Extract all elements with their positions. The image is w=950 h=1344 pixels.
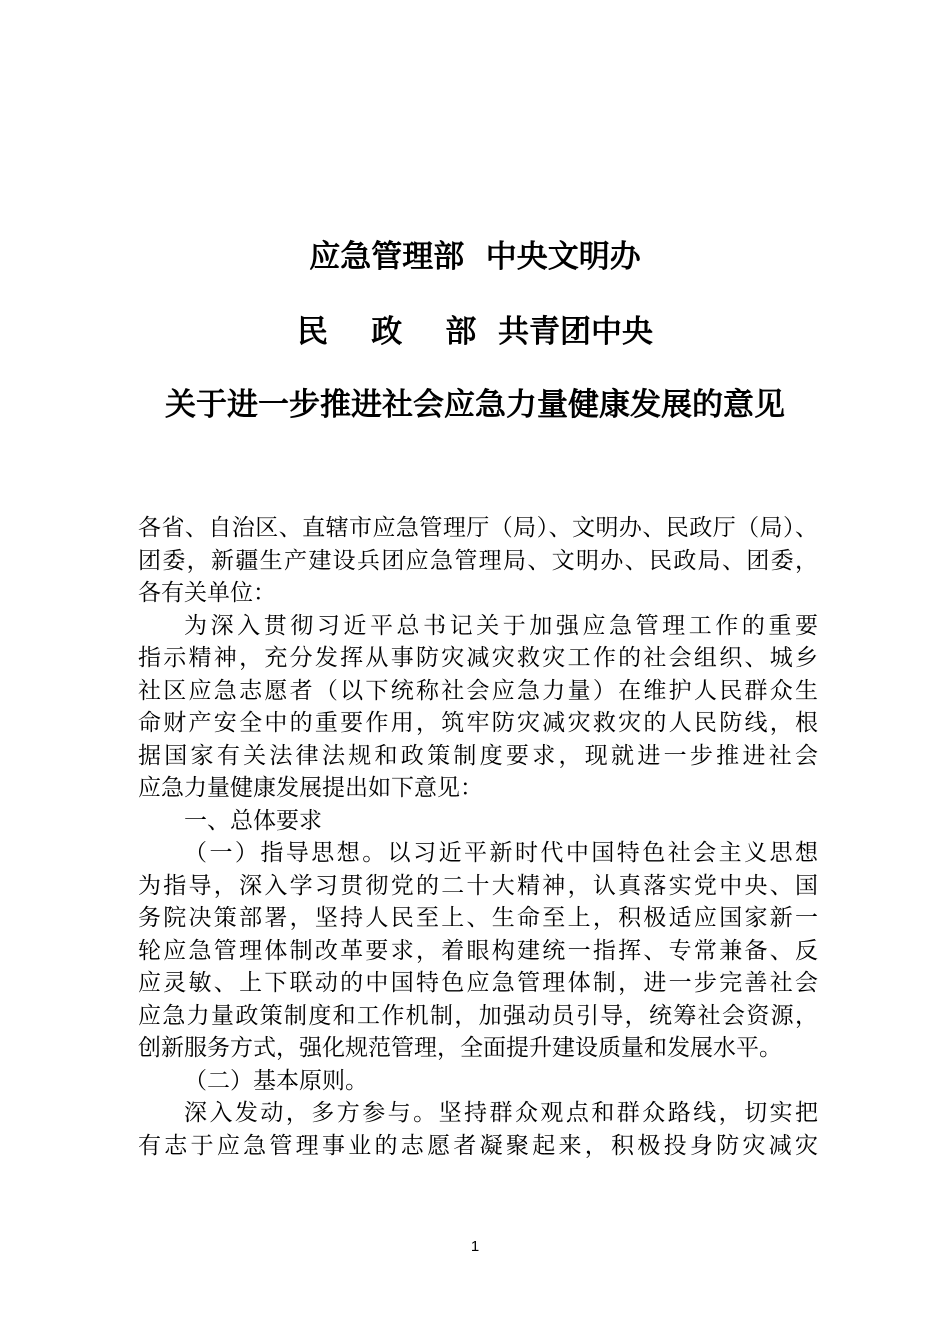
body-line: 创新服务方式，强化规范管理，全面提升建设质量和发展水平。 — [138, 1035, 782, 1061]
body-line: 深入发动，多方参与。坚持群众观点和群众路线，切实把 — [184, 1100, 818, 1126]
page-number: 1 — [470, 1238, 480, 1255]
body-line: 应急力量政策制度和工作机制，加强动员引导，统筹社会资源， — [138, 1002, 818, 1029]
title-issuers-line-1: 应急管理部 中央文明办 — [309, 239, 641, 275]
title-issuers-line-2: 民 政 部 共青团中央 — [297, 314, 653, 350]
body-line: 有志于应急管理事业的志愿者凝聚起来，积极投身防灾减灾 — [138, 1132, 818, 1159]
body-line: 社区应急志愿者（以下统称社会应急力量）在维护人民群众生 — [138, 677, 818, 704]
body-line: 轮应急管理体制改革要求，着眼构建统一指挥、专常兼备、反 — [138, 937, 818, 964]
title-subject: 关于进一步推进社会应急力量健康发展的意见 — [165, 387, 785, 423]
document-body — [138, 512, 818, 1162]
body-line: 各省、自治区、直辖市应急管理厅（局）、文明办、民政厅（局）、 — [138, 515, 818, 541]
body-line: 各有关单位： — [138, 580, 276, 606]
body-line: 为深入贯彻习近平总书记关于加强应急管理工作的重要 — [184, 612, 818, 639]
body-line: 务院决策部署，坚持人民至上、生命至上，积极适应国家新一 — [138, 905, 818, 931]
body-line: 应灵敏、上下联动的中国特色应急管理体制，进一步完善社会 — [138, 970, 818, 996]
body-line: 团委，新疆生产建设兵团应急管理局、文明办、民政局、团委， — [138, 547, 818, 574]
body-line: 为指导，深入学习贯彻党的二十大精神，认真落实党中央、国 — [138, 872, 818, 899]
body-line: 应急力量健康发展提出如下意见： — [138, 775, 483, 801]
body-line: （一）指导思想。以习近平新时代中国特色社会主义思想 — [184, 840, 818, 866]
body-line: 据国家有关法律法规和政策制度要求，现就进一步推进社会 — [138, 742, 818, 769]
body-line: 命财产安全中的重要作用，筑牢防灾减灾救灾的人民防线，根 — [138, 710, 818, 736]
section-heading: 一、总体要求 — [184, 807, 322, 834]
subsection-heading: （二）基本原则。 — [184, 1067, 368, 1094]
body-line: 指示精神，充分发挥从事防灾减灾救灾工作的社会组织、城乡 — [138, 645, 818, 671]
